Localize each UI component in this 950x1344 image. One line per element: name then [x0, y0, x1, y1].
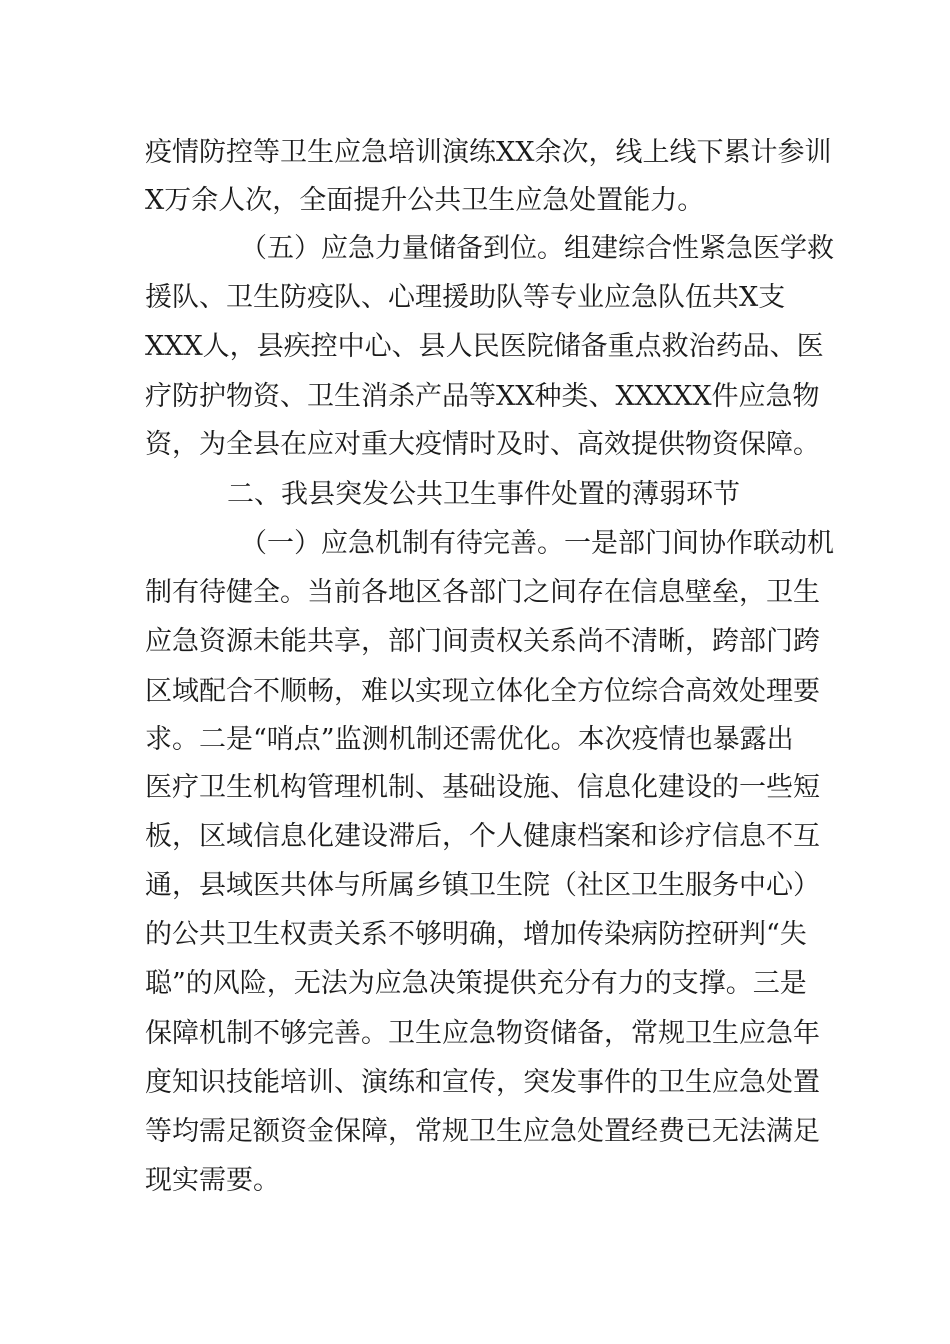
text-line: 制有待健全。当前各地区各部门之间存在信息壁垒，卫生 — [145, 577, 820, 608]
text-line: 疫情防控等卫生应急培训演练XX余次，线上线下累计参训 — [145, 137, 832, 168]
text-line: 保障机制不够完善。卫生应急物资储备，常规卫生应急年 — [145, 1018, 820, 1049]
text-line: 度知识技能培训、演练和宣传，突发事件的卫生应急处置 — [145, 1067, 820, 1098]
text-line: （五）应急力量储备到位。组建综合性紧急医学救 — [240, 233, 834, 264]
text-line: 求。二是“哨点”监测机制还需优化。本次疫情也暴露出 — [145, 724, 794, 755]
text-line: 应急资源未能共享，部门间责权关系尚不清晰，跨部门跨 — [145, 626, 820, 657]
text-line: XXX人，县疾控中心、县人民医院储备重点救治药品、医 — [145, 331, 824, 362]
text-line: 聪”的风险，无法为应急决策提供充分有力的支撑。三是 — [145, 968, 807, 999]
text-line: 医疗卫生机构管理机制、基础设施、信息化建设的一些短 — [145, 772, 820, 803]
text-line: 等均需足额资金保障，常规卫生应急处置经费已无法满足 — [145, 1116, 820, 1147]
text-line: 通，县域医共体与所属乡镇卫生院（社区卫生服务中心） — [145, 870, 820, 901]
text-line: 资，为全县在应对重大疫情时及时、高效提供物资保障。 — [145, 429, 820, 460]
text-line: 的公共卫生权责关系不够明确，增加传染病防控研判“失 — [145, 919, 807, 950]
text-line: 区域配合不顺畅，难以实现立体化全方位综合高效处理要 — [145, 676, 820, 707]
text-line: 援队、卫生防疫队、心理援助队等专业应急队伍共X支 — [145, 282, 786, 313]
text-line: （一）应急机制有待完善。一是部门间协作联动机 — [240, 528, 834, 559]
text-line: 板，区域信息化建设滞后，个人健康档案和诊疗信息不互 — [145, 821, 820, 852]
text-line: 疗防护物资、卫生消杀产品等XX种类、XXXXX件应急物 — [145, 381, 820, 412]
section-heading: 二、我县突发公共卫生事件处置的薄弱环节 — [227, 479, 740, 510]
text-line: X万余人次，全面提升公共卫生应急处置能力。 — [145, 185, 705, 216]
text-line: 现实需要。 — [145, 1165, 280, 1196]
